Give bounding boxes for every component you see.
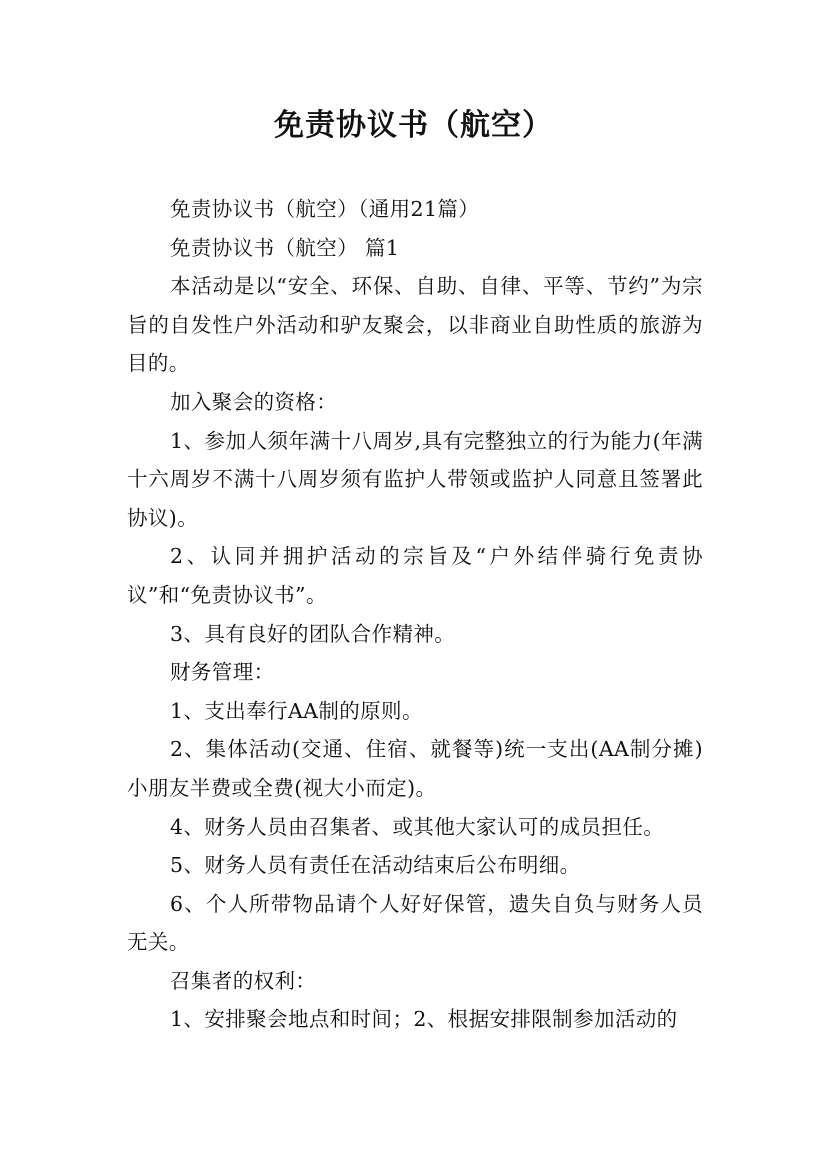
- paragraph-organizer-1: 1、安排聚会地点和时间；2、根据安排限制参加活动的: [170, 1007, 678, 1032]
- paragraph-finance-heading: 财务管理：: [170, 660, 275, 685]
- document-title: 免责协议书（航空）: [274, 108, 553, 143]
- paragraph-qualification-3: 3、具有良好的团队合作精神。: [170, 621, 456, 646]
- paragraph-purpose: 本活动是以“安全、环保、自助、自律、平等、节约”为宗旨的自发性户外活动和驴友聚会，以非商业自助性质的旅游为目的。: [127, 274, 703, 376]
- paragraph-subtitle: 免责协议书（航空）（通用21篇）: [170, 197, 480, 221]
- paragraph-finance-6: 6、个人所带物品请个人好好保管，遗失自负与财务人员无关。: [127, 891, 703, 955]
- paragraph-qualification-heading: 加入聚会的资格：: [170, 389, 338, 414]
- document-body: [127, 190, 703, 1039]
- paragraph-section-heading: 免责协议书（航空） 篇1: [170, 235, 400, 260]
- paragraph-qualification-1: 1、参加人须年满十八周岁,具有完整独立的行为能力(年满十六周岁不满十八周岁须有监护人带领或监护人同意且签署此协议)。: [127, 428, 703, 530]
- paragraph-qualification-2: 2、认同并拥护活动的宗旨及“户外结伴骑行免责协议”和“免责协议书”。: [127, 544, 703, 607]
- paragraph-finance-2: 2、集体活动(交通、住宿、就餐等)统一支出(AA制分摊)小朋友半费或全费(视大小而定)。: [127, 737, 703, 800]
- paragraph-finance-5: 5、财务人员有责任在活动结束后公布明细。: [170, 853, 581, 878]
- paragraph-organizer-heading: 召集者的权利：: [170, 968, 317, 993]
- paragraph-finance-1: 1、支出奉行AA制的原则。: [170, 698, 423, 723]
- paragraph-finance-4: 4、财务人员由召集者、或其他大家认可的成员担任。: [170, 814, 665, 839]
